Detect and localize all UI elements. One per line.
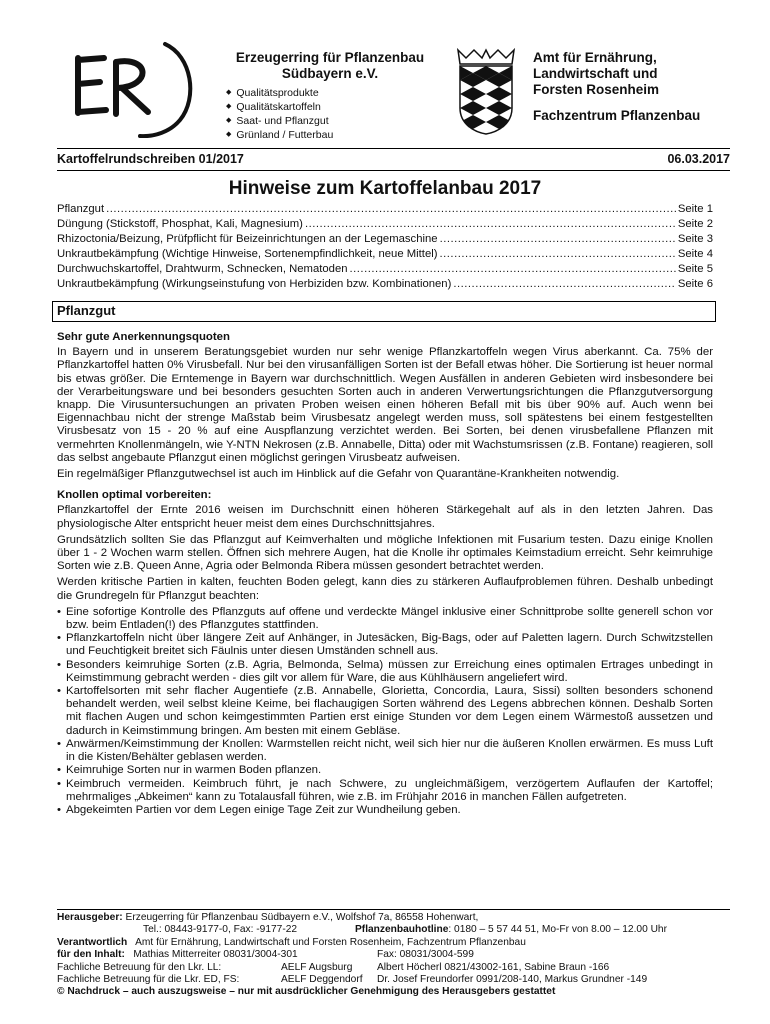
toc-page: Seite 6 bbox=[677, 278, 713, 290]
care-office: AELF Augsburg bbox=[281, 961, 353, 973]
publisher-label: Herausgeber: bbox=[57, 912, 123, 923]
list-item: • Anwärmen/Keimstimmung der Knollen: Warmstellen reicht nicht, weil sich hier nur die äußeren Knollen erwärmen. Es muss Luft in die Kisten/Behälter geblasen werden. bbox=[57, 738, 713, 764]
table-of-contents bbox=[57, 202, 713, 292]
list-item: • Pflanzkartoffeln nicht über längere Zeit auf Anhänger, in Jutesäcken, Big-Bags, oder auf Paletten lagern. Durch Schwitzstellen und Feuchtigkeit breitet sich Fäulnis unter diesen Umständen schnell aus. bbox=[57, 632, 713, 658]
left-organization bbox=[220, 50, 440, 142]
section-content bbox=[57, 331, 713, 817]
section-heading: Pflanzgut bbox=[57, 303, 116, 318]
meta-divider bbox=[57, 170, 730, 171]
toc-page: Seite 3 bbox=[677, 233, 713, 245]
toc-label: Rhizoctonia/Beizung, Prüfpflicht für Beizeinrichtungen an der Legemaschine bbox=[57, 233, 438, 245]
section-heading-box bbox=[52, 301, 716, 322]
service-item: ◆ Qualitätsprodukte bbox=[226, 86, 440, 100]
er-logo bbox=[70, 38, 200, 138]
responsible-text: Amt für Ernährung, Landwirtschaft und Forsten Rosenheim, Fachzentrum Pflanzenbau bbox=[135, 936, 526, 948]
list-item: • Kartoffelsorten mit sehr flacher Augentiefe (z.B. Annabelle, Glorietta, Concordia, Laura, Sissi) sollten besonders schonend behandelt werden, weil selbst kleine Keime, bei flachaugigen Sorten während des Legens abbrechen können. Deshalb Sorten mit flachen Augen und schon keimgestimmten Partien erst einige Stunden vor dem Legen einem Wärmestoß aussetzen und dadurch in Keimstimmung bringen. Am besten mit einem Gebläse. bbox=[57, 685, 713, 738]
list-item: • Keimruhige Sorten nur in warmen Boden pflanzen. bbox=[57, 764, 713, 777]
toc-row bbox=[57, 262, 713, 277]
toc-page: Seite 5 bbox=[677, 263, 713, 275]
list-item: • Keimbruch vermeiden. Keimbruch führt, je nach Schwere, zu ungleichmäßigem, verzögertem Auflaufen der Kartoffel; mehrmaliges „Abkeimen“ kann zu Totalausfall führen, wie z.B. im Frühjahr 2016 in manchen Fällen aufgetreten. bbox=[57, 778, 713, 804]
toc-label: Unkrautbekämpfung (Wichtige Hinweise, Sortenempfindlichkeit, neue Mittel) bbox=[57, 248, 438, 260]
paragraph: Pflanzkartoffel der Ernte 2016 weisen im Durchschnitt einen höheren Stärkegehalt auf als in den letzten Jahren. Das physiologische Alter entspricht heuer meist dem eines Durchschnittsjahres. bbox=[57, 504, 713, 530]
bavarian-coat-of-arms-icon bbox=[452, 46, 520, 136]
toc-label: Düngung (Stickstoff, Phosphat, Kali, Magnesium) bbox=[57, 218, 303, 230]
responsible-contact: Mathias Mitterreiter 08031/3004-301 bbox=[133, 949, 298, 961]
subheading: Sehr gute Anerkennungsquoten bbox=[57, 331, 230, 343]
care-people: Dr. Josef Freundorfer 0991/208-140, Markus Grundner -149 bbox=[377, 974, 648, 986]
left-org-name-line2: Südbayern e.V. bbox=[281, 66, 379, 81]
paragraph: Werden kritische Partien in kalten, feuchten Boden gelegt, kann dies zu stärkeren Auflaufproblemen führen. Deshalb unbedingt die Grundregeln für Pflanzgut beachten: bbox=[57, 576, 713, 602]
rules-list bbox=[57, 606, 713, 817]
service-item: ◆ Saat- und Pflanzgut bbox=[226, 114, 440, 128]
care-people: Albert Höcherl 0821/43002-161, Sabine Braun -166 bbox=[377, 961, 610, 973]
list-item: • Eine sofortige Kontrolle des Pflanzguts auf offene und verdeckte Mängel inklusive einer Schnittprobe sollte generell schon vor bzw. beim Entladen(!) des Pflanzgutes stattfinden. bbox=[57, 606, 713, 632]
right-org-line3: Forsten Rosenheim bbox=[533, 82, 660, 97]
care-office: AELF Deggendorf bbox=[281, 974, 363, 986]
subheading: Knollen optimal vorbereiten: bbox=[57, 489, 212, 502]
right-org-line2: Landwirtschaft und bbox=[533, 66, 658, 81]
hotline-label: Pflanzenbauhotline bbox=[355, 924, 449, 936]
paragraph: Grundsätzlich sollten Sie das Pflanzgut auf Keimverhalten und mögliche Infektionen mit Fusarium testen. Dazu einige Knollen über 1 - 2 Wochen warm stellen. Öffnen sich mehrere Augen, hat die Knolle ihr optimales Keimstadium erreicht. Sehr keimruhige Sorten wie z.B. Queen Anne, Agria oder Belmonda Ribera müssen gesondert betrachtet werden. bbox=[57, 533, 713, 573]
circular-date: 06.03.2017 bbox=[667, 152, 730, 166]
copyright-notice: © Nachdruck – auch auszugsweise – nur mit ausdrücklicher Genehmigung des Herausgebers gestattet bbox=[57, 986, 556, 998]
toc-page: Seite 1 bbox=[677, 203, 713, 215]
right-org-line1: Amt für Ernährung, bbox=[533, 50, 657, 65]
toc-label: Unkrautbekämpfung (Wirkungseinstufung von Herbiziden bzw. Kombinationen) bbox=[57, 278, 452, 290]
toc-row bbox=[57, 217, 713, 232]
toc-label: Durchwuchskartoffel, Drahtwurm, Schnecken, Nematoden bbox=[57, 263, 348, 275]
paragraph: In Bayern und in unserem Beratungsgebiet wurden nur sehr wenige Pflanzkartoffeln wegen Virus aberkannt. Ca. 75% der Pflanzkartoffel hatten 0% Virusbefall. Nur bei den virusanfälligen Sorten ist der Befall etwas höher. Die Sortierung ist heuer normal bis etwas größer. Die Erntemenge in Bayern war durchschnittlich. Wegen Ausfällen in anderen Gebieten wird insbesondere bei der Verarbeitungsware und bei besonders gesuchten Sorten auch in anderen Verwertungsrichtungen die Pflanzgutversorgung knapp. Die Virusuntersuchungen an privaten Proben weisen einen höheren Befall mit bis über 90% auf. Auch wenn bei Eigennachbau nicht der strenge Maßstab beim Virusbesatz angelegt werden muss, soll spätestens bei einem festgestellten Virusbesatz von 15 - 20 % auf eine Auspflanzung verzichtet werden. Bei Sorten, bei denen virusbefallene Pflanzen mit vermehrten Knollenmängeln, wie Y-NTN Nekrosen (z.B. Annabelle, Ditta) oder mit Wachstumsrissen (z.B. Fontane) reagieren, soll das selbst angebaute Pflanzgut einen möglichst geringen Virusbeatz aufweisen. bbox=[57, 346, 713, 464]
list-item: • Abgekeimten Partien vor dem Legen einige Tage Zeit zur Wundheilung geben. bbox=[57, 804, 713, 817]
imprint-footer bbox=[57, 912, 727, 999]
toc-row bbox=[57, 277, 713, 292]
toc-label: Pflanzgut bbox=[57, 203, 105, 215]
toc-row bbox=[57, 202, 713, 217]
footer-divider bbox=[57, 909, 730, 910]
paragraph: Ein regelmäßiger Pflanzgutwechsel ist auch im Hinblick auf die Gefahr von Quarantäne-Krankheiten notwendig. bbox=[57, 468, 620, 481]
document-title: Hinweise zum Kartoffelanbau 2017 bbox=[228, 178, 542, 199]
right-org-center: Fachzentrum Pflanzenbau bbox=[533, 108, 701, 123]
responsible-label: Verantwortlich bbox=[57, 936, 128, 948]
care-label: Fachliche Betreuung für den Lkr. LL: bbox=[57, 961, 222, 973]
left-org-name-line1: Erzeugerring für Pflanzenbau bbox=[235, 50, 425, 65]
responsible-fax: Fax: 08031/3004-599 bbox=[377, 949, 474, 961]
toc-page: Seite 4 bbox=[677, 248, 713, 260]
publisher-tel: Tel.: 08443-9177-0, Fax: -9177-22 bbox=[143, 924, 298, 936]
toc-page: Seite 2 bbox=[677, 218, 713, 230]
toc-row bbox=[57, 232, 713, 247]
right-organization bbox=[533, 50, 743, 124]
publisher-text: Erzeugerring für Pflanzenbau Südbayern e.V., Wolfshof 7a, 86558 Hohenwart, bbox=[125, 912, 479, 923]
service-item: ◆ Grünland / Futterbau bbox=[226, 128, 440, 142]
circular-number: Kartoffelrundschreiben 01/2017 bbox=[57, 152, 244, 166]
responsible-label-2: für den Inhalt: bbox=[57, 949, 125, 961]
hotline-text: : 0180 – 5 57 44 51, Mo-Fr von 8.00 – 12.00 Uhr bbox=[448, 924, 667, 936]
left-org-services bbox=[226, 86, 440, 142]
header-divider bbox=[57, 148, 730, 149]
toc-row bbox=[57, 247, 713, 262]
service-item: ◆ Qualitätskartoffeln bbox=[226, 100, 440, 114]
care-label: Fachliche Betreuung für die Lkr. ED, FS: bbox=[57, 974, 240, 986]
circular-meta bbox=[57, 152, 730, 166]
list-item: • Besonders keimruhige Sorten (z.B. Agria, Belmonda, Selma) müssen zur Erreichung eines optimalen Ertrages unbedingt in Keimstimmung gebracht werden - dies gilt vor allem für Ware, die aus Kühlhäusern angeliefert wird. bbox=[57, 659, 713, 685]
